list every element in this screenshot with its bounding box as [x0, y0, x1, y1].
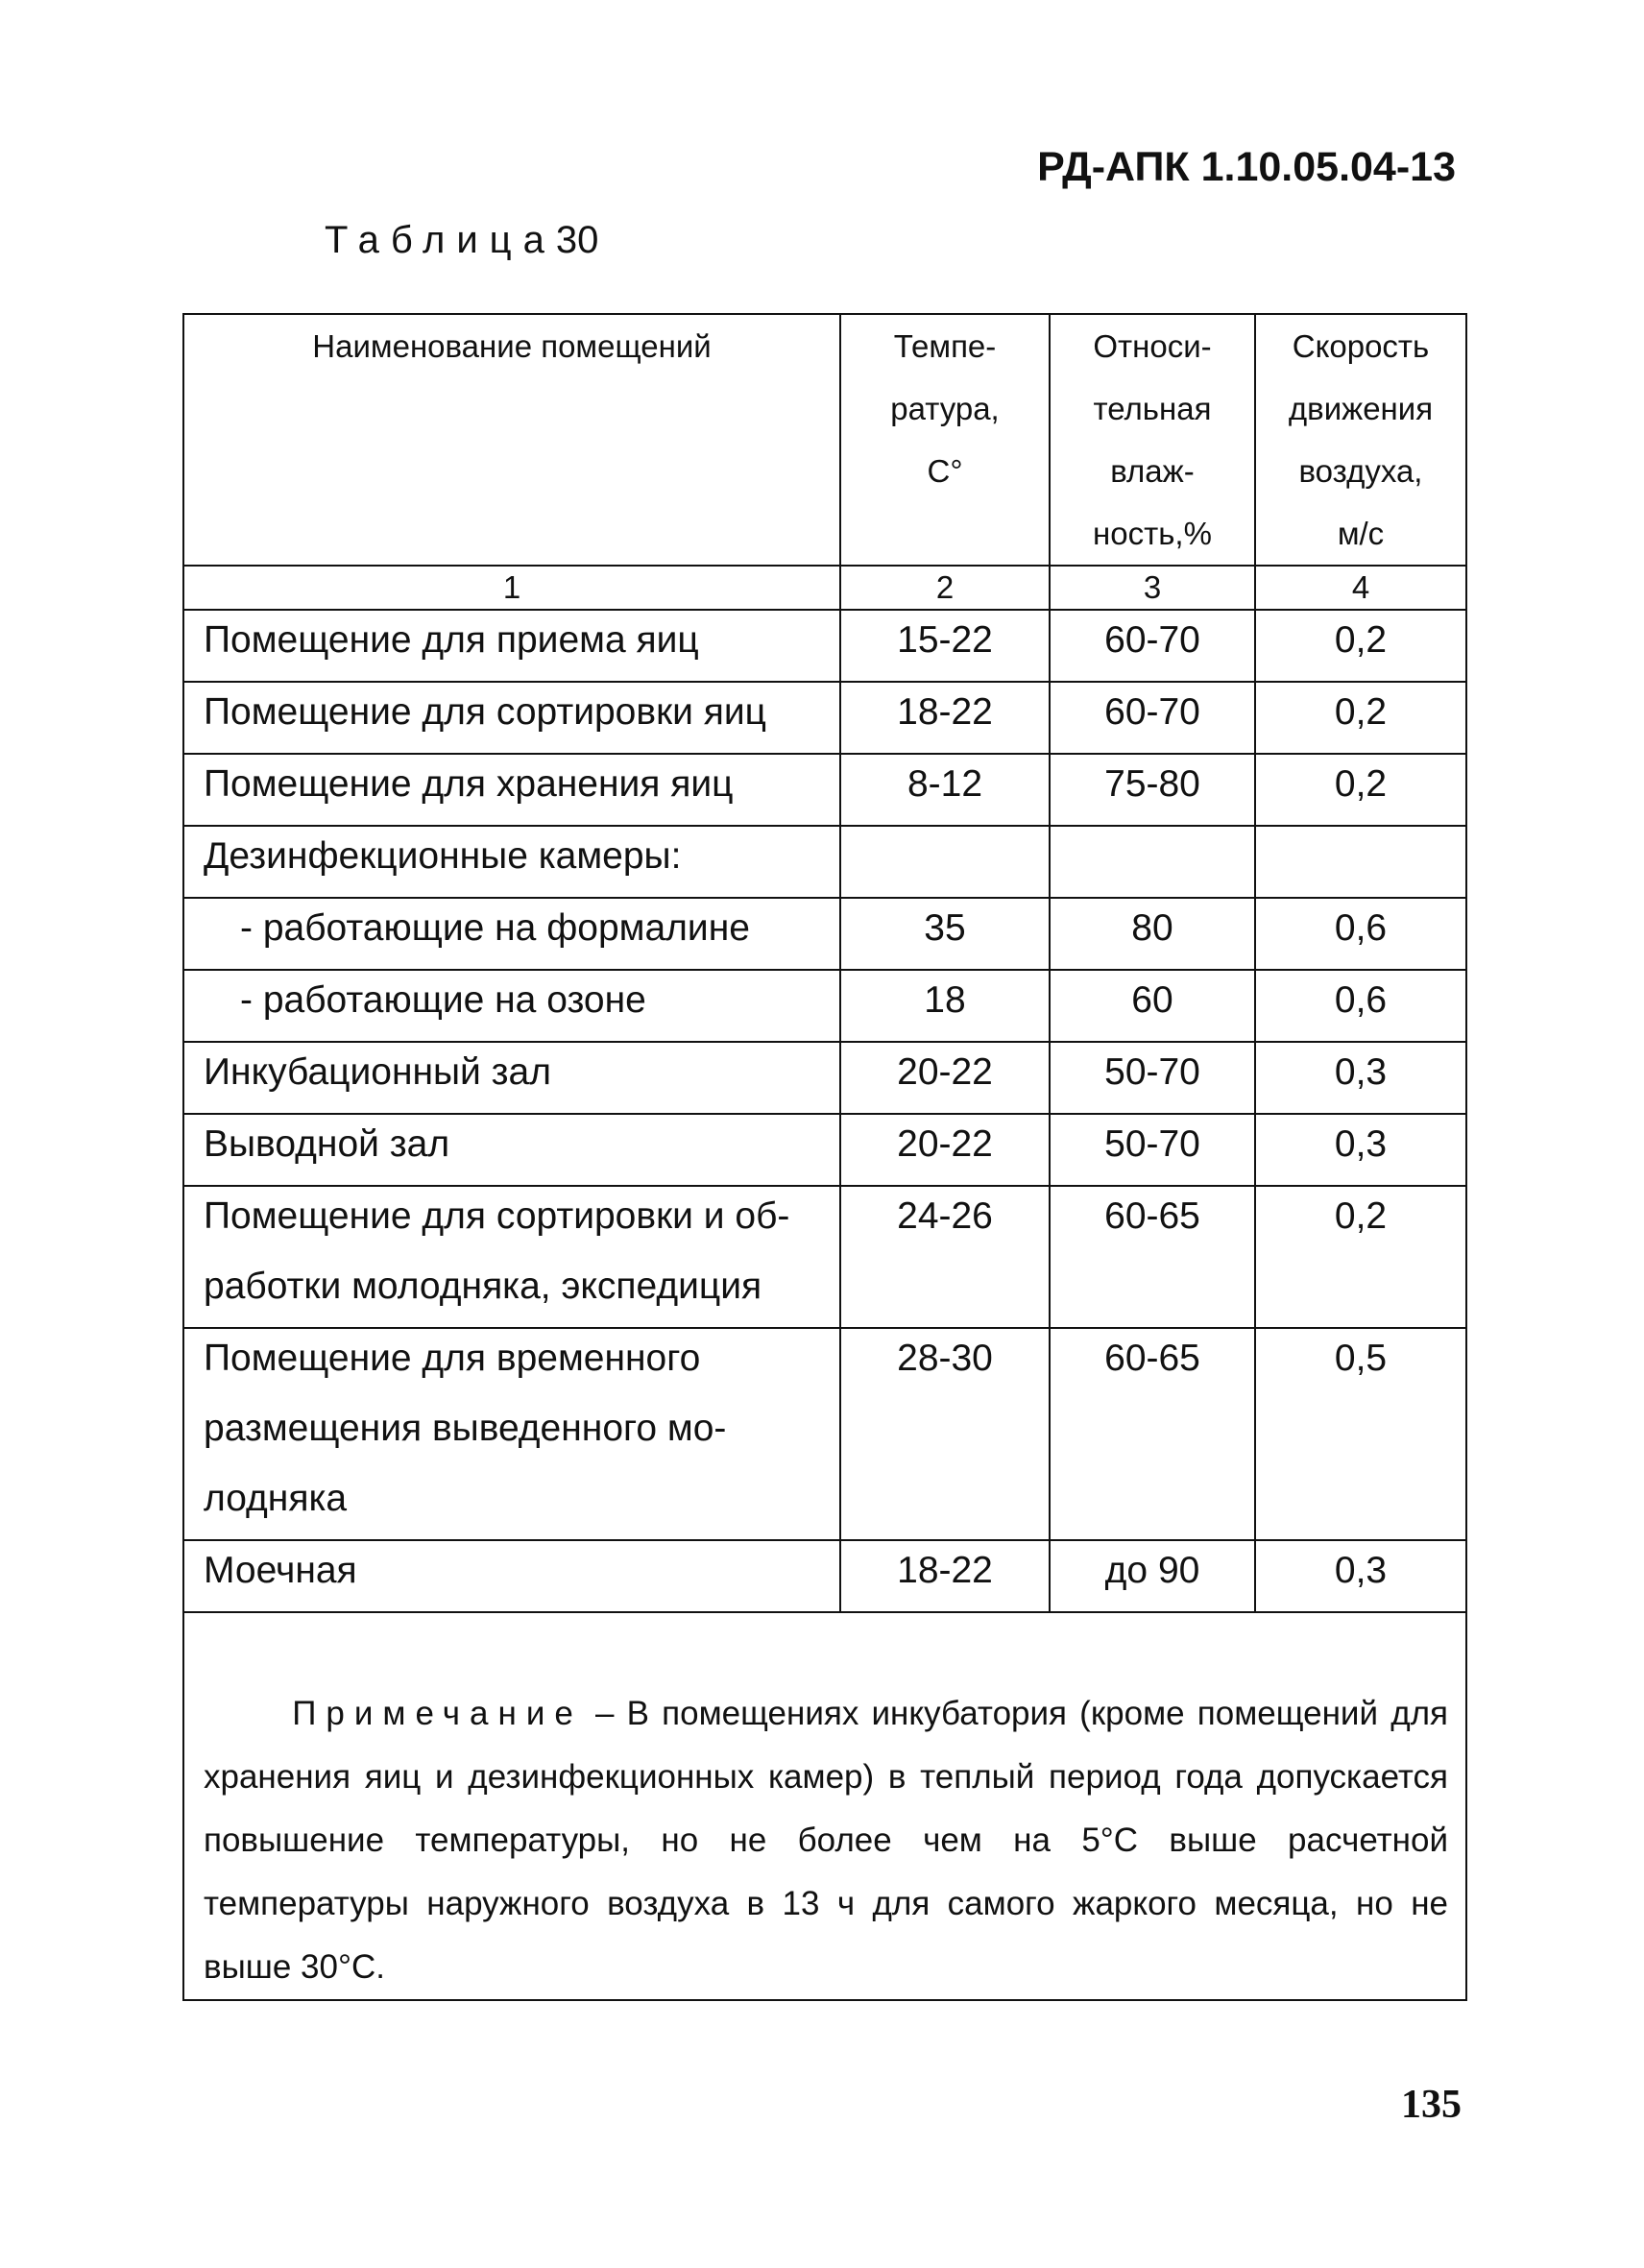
table-row	[183, 754, 1466, 826]
air-speed-cell	[1255, 898, 1466, 970]
air-speed-value: 0,3	[1334, 1051, 1388, 1093]
humidity-cell	[1050, 1328, 1255, 1540]
humidity-cell	[1050, 826, 1255, 898]
column-number: 2	[840, 566, 1050, 610]
table-row	[183, 1042, 1466, 1114]
page-number: 135	[1401, 2083, 1462, 2127]
note-cell	[183, 1612, 1466, 2000]
humidity-cell	[1050, 1114, 1255, 1186]
table-caption-number: 30	[555, 219, 599, 261]
air-speed-value: 0,3	[1334, 1550, 1388, 1591]
temperature-value: 24-26	[897, 1195, 993, 1237]
room-name: Дезинфекционные камеры:	[204, 835, 682, 877]
column-header-line: тельная	[1093, 391, 1212, 426]
humidity-value: 60-65	[1104, 1195, 1200, 1237]
humidity-value: 50-70	[1104, 1123, 1200, 1165]
room-name-cell	[183, 682, 840, 754]
temperature-cell	[840, 1042, 1050, 1114]
table-row	[183, 1186, 1466, 1328]
air-speed-cell	[1255, 754, 1466, 826]
air-speed-value: 0,2	[1334, 619, 1388, 661]
table-row	[183, 610, 1466, 682]
air-speed-value: 0,2	[1334, 1195, 1388, 1237]
humidity-cell	[1050, 1540, 1255, 1612]
room-name: Помещение для приема яиц	[204, 619, 699, 661]
room-name: Инкубационный зал	[204, 1051, 552, 1093]
table-row	[183, 898, 1466, 970]
temperature-value: 35	[924, 907, 966, 949]
table-caption	[325, 219, 598, 262]
air-speed-cell	[1255, 826, 1466, 898]
table-row	[183, 970, 1466, 1042]
air-speed-cell	[1255, 1328, 1466, 1540]
table-row	[183, 826, 1466, 898]
room-name: лодняка	[204, 1478, 348, 1519]
room-name: работки молодняка, экспедиция	[204, 1266, 762, 1307]
column-number-row	[183, 566, 1466, 610]
temperature-cell	[840, 1114, 1050, 1186]
room-name-cell	[183, 1042, 840, 1114]
column-header-line: воздуха,	[1298, 453, 1423, 489]
room-name-cell	[183, 1328, 840, 1540]
humidity-value: 60-65	[1104, 1338, 1200, 1379]
room-name-cell	[183, 1114, 840, 1186]
room-name-cell	[183, 1186, 840, 1328]
room-name: Выводной зал	[204, 1123, 450, 1165]
humidity-cell	[1050, 754, 1255, 826]
room-name-cell	[183, 826, 840, 898]
room-name: размещения выведенного мо-	[204, 1408, 727, 1449]
table-row	[183, 1328, 1466, 1540]
column-header-line: Наименование помещений	[312, 328, 712, 364]
room-name-cell	[183, 610, 840, 682]
column-header-line: влаж-	[1110, 453, 1195, 489]
room-name: Помещение для хранения яиц	[204, 763, 734, 805]
table-row	[183, 682, 1466, 754]
temperature-value: 18	[924, 979, 966, 1021]
air-speed-value: 0,2	[1334, 691, 1388, 733]
humidity-value: 60-70	[1104, 691, 1200, 733]
temperature-value: 28-30	[897, 1338, 993, 1379]
column-header-line: Относи-	[1093, 328, 1212, 364]
column-header-line: С°	[927, 453, 963, 489]
room-name-cell	[183, 898, 840, 970]
room-name: Моечная	[204, 1550, 357, 1591]
air-speed-cell	[1255, 610, 1466, 682]
room-name: Помещение для сортировки яиц	[204, 691, 767, 733]
temperature-value: 18-22	[897, 1550, 993, 1591]
column-header-line: ратура,	[890, 391, 1000, 426]
temperature-cell	[840, 754, 1050, 826]
temperature-cell	[840, 1186, 1050, 1328]
column-number: 4	[1255, 566, 1466, 610]
column-header-line: Темпе-	[893, 328, 997, 364]
temperature-value: 18-22	[897, 691, 993, 733]
room-name-cell	[183, 970, 840, 1042]
temperature-value: 8-12	[907, 763, 983, 805]
room-name: Помещение для временного	[204, 1338, 701, 1379]
air-speed-cell	[1255, 1042, 1466, 1114]
humidity-cell	[1050, 970, 1255, 1042]
temperature-value: 20-22	[897, 1123, 993, 1165]
air-speed-value: 0,2	[1334, 763, 1388, 805]
column-header-air-speed	[1255, 314, 1466, 566]
temperature-cell	[840, 1328, 1050, 1540]
temperature-cell	[840, 970, 1050, 1042]
document-code: РД-АПК 1.10.05.04-13	[1037, 144, 1456, 190]
column-header-line: м/с	[1337, 516, 1385, 551]
humidity-cell	[1050, 1042, 1255, 1114]
air-speed-cell	[1255, 1114, 1466, 1186]
air-speed-cell	[1255, 1186, 1466, 1328]
humidity-value: до 90	[1104, 1550, 1200, 1591]
note-row	[183, 1612, 1466, 2000]
temperature-cell	[840, 610, 1050, 682]
air-speed-cell	[1255, 682, 1466, 754]
air-speed-value: 0,5	[1334, 1338, 1388, 1379]
column-header-temperature	[840, 314, 1050, 566]
room-name: Помещение для сортировки и об-	[204, 1195, 790, 1237]
humidity-cell	[1050, 610, 1255, 682]
note-text: – В помещениях инкубатория (кроме помещений для хранения яиц и дезинфекционных камер) в теплый период года допускается повышение температуры, но не более чем на 5°С выше расчетной температуры наружного воздуха в 13 ч для самого жаркого месяца, но не выше 30°С.	[204, 1695, 1448, 1986]
room-name-cell	[183, 754, 840, 826]
humidity-value: 60	[1131, 979, 1173, 1021]
humidity-value: 50-70	[1104, 1051, 1200, 1093]
temperature-cell	[840, 1540, 1050, 1612]
air-speed-cell	[1255, 1540, 1466, 1612]
humidity-cell	[1050, 682, 1255, 754]
room-name-cell	[183, 1540, 840, 1612]
column-header-line: движения	[1288, 391, 1434, 426]
air-speed-value: 0,6	[1334, 907, 1388, 949]
note-lead: Примечание	[292, 1695, 583, 1732]
table-note	[184, 1613, 1465, 1999]
column-number: 1	[183, 566, 840, 610]
temperature-cell	[840, 826, 1050, 898]
column-header-line: Скорость	[1292, 328, 1430, 364]
table-caption-word: Таблица	[325, 219, 556, 261]
humidity-cell	[1050, 898, 1255, 970]
header-row	[183, 314, 1466, 566]
column-header-name	[183, 314, 840, 566]
temperature-value: 15-22	[897, 619, 993, 661]
air-speed-value: 0,6	[1334, 979, 1388, 1021]
air-speed-value: 0,3	[1334, 1123, 1388, 1165]
temperature-cell	[840, 682, 1050, 754]
humidity-value: 60-70	[1104, 619, 1200, 661]
column-header-line: ность,%	[1093, 516, 1212, 551]
room-name: - работающие на формалине	[240, 907, 750, 949]
data-table	[182, 313, 1467, 2001]
humidity-cell	[1050, 1186, 1255, 1328]
humidity-value: 75-80	[1104, 763, 1200, 805]
table-row	[183, 1540, 1466, 1612]
temperature-cell	[840, 898, 1050, 970]
column-number: 3	[1050, 566, 1255, 610]
air-speed-cell	[1255, 970, 1466, 1042]
table-row	[183, 1114, 1466, 1186]
humidity-value: 80	[1131, 907, 1173, 949]
room-name: - работающие на озоне	[240, 979, 646, 1021]
column-header-humidity	[1050, 314, 1255, 566]
temperature-value: 20-22	[897, 1051, 993, 1093]
